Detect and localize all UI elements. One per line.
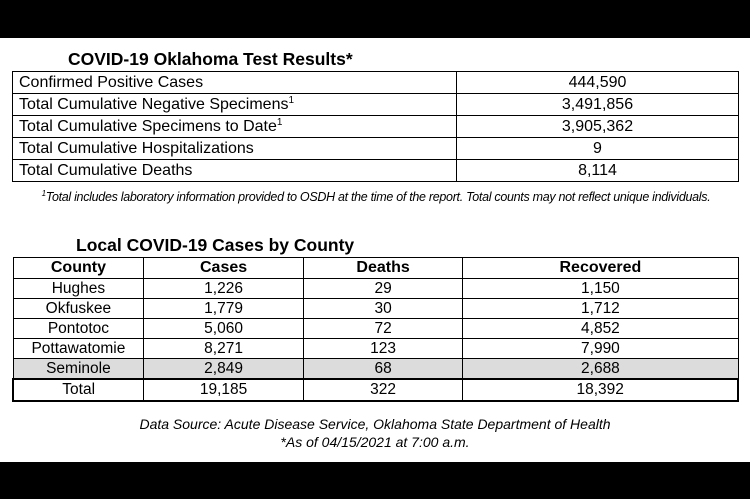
county-name: Pontotoc [13,319,144,339]
cases-cell: 1,779 [144,299,304,319]
column-header-cases: Cases [144,258,304,279]
test-results-table [12,71,739,182]
table-row [13,94,739,116]
deaths-cell: 68 [303,359,463,380]
cases-cell: 8,271 [144,339,304,359]
recovered-cell: 4,852 [463,319,738,339]
total-row [13,379,738,401]
deaths-cell: 123 [303,339,463,359]
column-header-deaths: Deaths [303,258,463,279]
row-label: Confirmed Positive Cases [13,72,457,94]
row-label: Total Cumulative Negative Specimens$^1$ [13,94,457,116]
table-row [13,299,738,319]
row-value: 444,590 [457,72,739,94]
table-row [13,72,739,94]
row-value: 8,114 [457,160,739,182]
footnote: $^1$Total includes laboratory information provided to OSDH at the time of the report. Total counts may not reflect unique individuals. [41,189,711,204]
row-value: 9 [457,138,739,160]
test-results-title: COVID-19 Oklahoma Test Results* [68,49,353,69]
county-name: Hughes [13,279,144,299]
report-sheet [0,38,750,462]
deaths-cell: 29 [303,279,463,299]
cases-cell: 1,226 [144,279,304,299]
row-label: Total Cumulative Specimens to Date$^1$ [13,116,457,138]
total-cases: 19,185 [144,379,304,401]
column-header-county: County [13,258,144,279]
table-row-highlighted [13,359,738,380]
table-row [13,160,739,182]
county-name: Pottawatomie [13,339,144,359]
recovered-cell: 1,712 [463,299,738,319]
county-name: Okfuskee [13,299,144,319]
county-name: Seminole [13,359,144,380]
cases-cell: 2,849 [144,359,304,380]
table-row [13,319,738,339]
table-row [13,138,739,160]
table-row [13,279,738,299]
data-source-line: Data Source: Acute Disease Service, Oklahoma State Department of Health [139,416,611,432]
row-value: 3,905,362 [457,116,739,138]
recovered-cell: 7,990 [463,339,738,359]
data-source-note [0,415,750,451]
row-label: Total Cumulative Hospitalizations [13,138,457,160]
row-label: Total Cumulative Deaths [13,160,457,182]
table-row [13,339,738,359]
total-recovered: 18,392 [463,379,738,401]
footnote-marker: 1 [288,95,295,106]
as-of-line: *As of 04/15/2021 at 7:00 a.m. [280,434,470,450]
cases-cell: 5,060 [144,319,304,339]
table-row [13,116,739,138]
total-deaths: 322 [303,379,463,401]
total-label: Total [13,379,144,401]
county-table-title: Local COVID-19 Cases by County [76,235,355,255]
footnote-marker: 1 [276,117,283,128]
recovered-cell: 1,150 [463,279,738,299]
recovered-cell: 2,688 [463,359,738,380]
table-header-row [13,258,738,279]
column-header-recovered: Recovered [463,258,738,279]
row-value: 3,491,856 [457,94,739,116]
deaths-cell: 72 [303,319,463,339]
county-table [12,257,739,402]
deaths-cell: 30 [303,299,463,319]
